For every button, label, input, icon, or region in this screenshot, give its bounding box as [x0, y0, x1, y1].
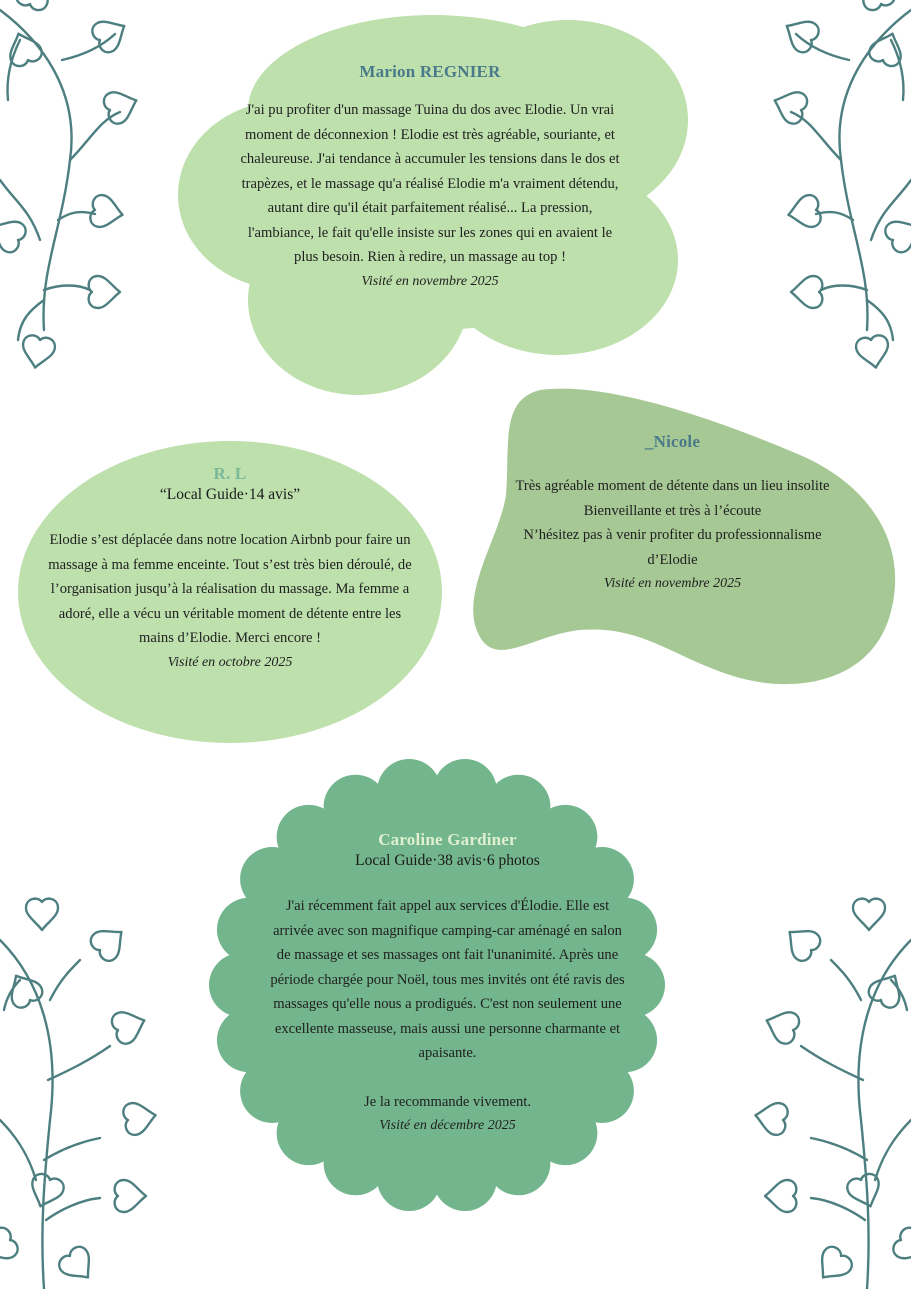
review-line: période chargée pour Noël, tous mes invités ont été ravis des: [270, 971, 625, 988]
vine-decoration-bottom-right: [751, 880, 911, 1289]
review-card-nicole: [470, 432, 875, 596]
review-closing: Je la recommande vivement.: [364, 1093, 531, 1110]
review-card-caroline: [225, 830, 670, 1138]
reviewer-name: Caroline Gardiner: [378, 830, 517, 849]
vine-decoration-bottom-left: [0, 880, 160, 1289]
review-line: mains d’Elodie. Merci encore !: [139, 630, 321, 646]
review-line: Très agréable moment de détente dans un lieu insolite: [515, 478, 830, 494]
review-line: l'ambiance, le fait qu'elle insiste sur les zones qui en avaient le: [247, 224, 613, 241]
reviewer-subtitle: “Local Guide·14 avis”: [159, 486, 301, 503]
review-line: arrivée avec son magnifique camping-car aménagé en salon: [273, 922, 622, 939]
reviewer-name: Marion REGNIER: [359, 62, 501, 81]
visit-date: Visité en novembre 2025: [603, 576, 742, 591]
review-line: plus besoin. Rien à redire, un massage au top !: [294, 249, 566, 265]
review-card-rl: [10, 464, 450, 675]
vine-decoration-top-left: [0, 0, 150, 390]
review-text: [10, 528, 450, 651]
review-line: adoré, elle a vécu un véritable moment de détente entre les: [58, 605, 402, 622]
review-line: massage à ma femme enceinte. Tout s’est très bien déroulé, de: [48, 556, 412, 573]
review-text: [470, 474, 875, 572]
visit-date: Visité en novembre 2025: [361, 273, 499, 289]
review-line: autant dire qu'il était parfaitement réalisé... La pression,: [267, 200, 593, 216]
review-line: trapèzes, et le massage qu'a réalisé Elodie m'a vraiment détendu,: [241, 175, 619, 192]
review-line: de massage et ses massages ont fait l'unanimité. Après une: [276, 947, 619, 963]
reviewer-subtitle: Local Guide·38 avis·6 photos: [355, 852, 540, 869]
review-line: moment de déconnexion ! Elodie est très agréable, souriante, et: [245, 126, 615, 143]
review-line: Bienveillante et très à l’écoute: [583, 502, 762, 519]
review-text: [225, 894, 670, 1066]
reviewer-name: R. L: [213, 464, 247, 483]
vine-decoration-top-right: [761, 0, 911, 390]
review-line: excellente masseuse, mais aussi une personne charmante et: [274, 1020, 621, 1037]
visit-date: Visité en octobre 2025: [167, 654, 293, 670]
review-line: N’hésitez pas à venir profiter du professionnalisme: [523, 527, 822, 543]
review-line: Elodie s’est déplacée dans notre location Airbnb pour faire un: [49, 532, 411, 548]
reviewer-name: _Nicole: [644, 432, 701, 451]
review-line: massages qu'elle nous a prodigués. C'est non seulement une: [273, 996, 622, 1012]
review-text: [185, 98, 675, 270]
review-line: d’Elodie: [647, 551, 698, 568]
visit-date: Visité en décembre 2025: [379, 1118, 516, 1133]
review-line: J'ai récemment fait appel aux services d'Élodie. Elle est: [285, 898, 610, 914]
review-line: chaleureuse. J'ai tendance à accumuler les tensions dans le dos et: [240, 151, 620, 167]
review-line: l’organisation jusqu’à la réalisation du massage. Ma femme a: [50, 581, 410, 597]
review-line: apaisante.: [418, 1045, 477, 1061]
review-card-marion: [185, 62, 675, 294]
review-line: J'ai pu profiter d'un massage Tuina du dos avec Elodie. Un vrai: [245, 102, 615, 118]
